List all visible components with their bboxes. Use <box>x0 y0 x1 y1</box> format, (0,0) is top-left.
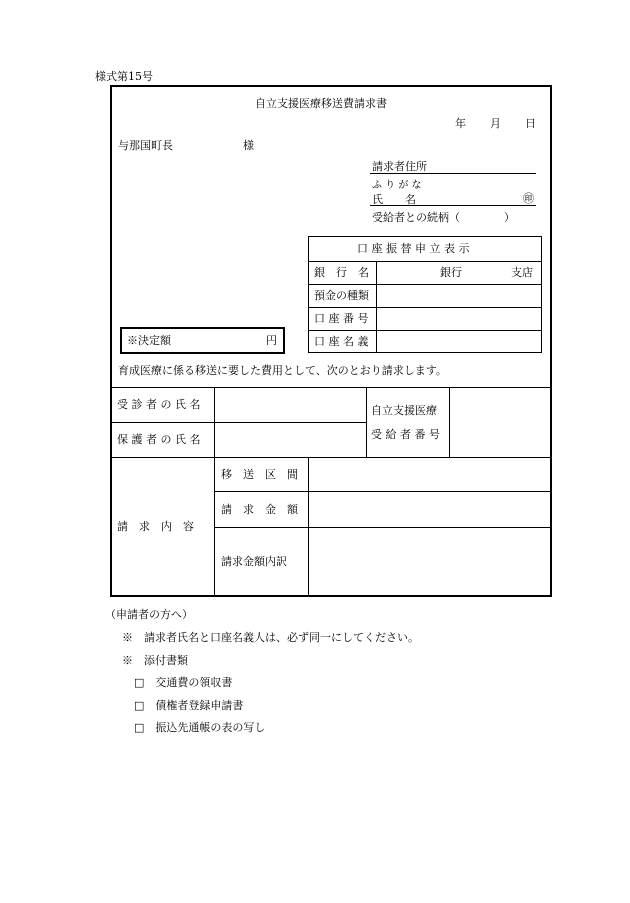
requester-address-label: 請求者住所 <box>372 160 427 173</box>
account-number-label: 口 座 番 号 <box>314 312 369 325</box>
requester-address-line <box>370 173 536 174</box>
recipient-number-label-2: 受 給 者 番 号 <box>371 428 440 441</box>
attachment-item: □ 振込先通帳の表の写し <box>134 721 266 734</box>
form-title: 自立支援医療移送費請求書 <box>255 97 387 110</box>
date-year: 年 <box>455 117 466 130</box>
amount-label: 請 求 金 額 <box>221 503 298 516</box>
bank-suffix: 銀行 <box>440 266 462 279</box>
requester-name-line <box>370 205 536 206</box>
attachment-item: □ 交通費の領収書 <box>134 676 233 689</box>
recipient-number-label-1: 自立支援医療 <box>371 404 437 417</box>
bank-box-header: 口 座 振 替 申 立 表 示 <box>357 242 470 255</box>
claim-section-label: 請 求 内 容 <box>117 520 194 533</box>
bank-name-label: 銀 行 名 <box>314 266 369 279</box>
patient-name-label: 受 診 者 の 氏 名 <box>117 398 201 411</box>
date-day: 日 <box>525 117 536 130</box>
relation-label: 受給者との続柄（ ） <box>372 211 515 224</box>
form-number: 様式第15号 <box>95 70 153 83</box>
seal-mark: ㊞ <box>523 192 534 205</box>
decided-amount-unit: 円 <box>266 334 277 347</box>
note-item: ※ 添付書類 <box>122 654 188 667</box>
guardian-name-label: 保 護 者 の 氏 名 <box>117 433 201 446</box>
notes-heading: （申請者の方へ） <box>105 608 193 621</box>
claim-statement: 育成医療に係る移送に要した費用として、次のとおり請求します。 <box>118 364 447 377</box>
requester-name-label: 氏 名 <box>372 193 416 206</box>
addressee-honorific: 様 <box>243 139 254 152</box>
decided-amount-label: ※決定額 <box>127 334 171 347</box>
account-holder-label: 口 座 名 義 <box>314 335 369 348</box>
route-label: 移 送 区 間 <box>221 468 298 481</box>
requester-furigana-label: ふ り が な <box>372 180 422 191</box>
breakdown-label: 請求金額内訳 <box>221 555 287 568</box>
date-month: 月 <box>490 117 501 130</box>
note-item: ※ 請求者氏名と口座名義人は、必ず同一にしてください。 <box>122 631 419 644</box>
addressee-name: 与那国町長 <box>118 139 173 152</box>
attachment-item: □ 債権者登録申請書 <box>134 699 244 712</box>
branch-suffix: 支店 <box>511 266 533 279</box>
account-type-label: 預金の種類 <box>314 289 369 302</box>
